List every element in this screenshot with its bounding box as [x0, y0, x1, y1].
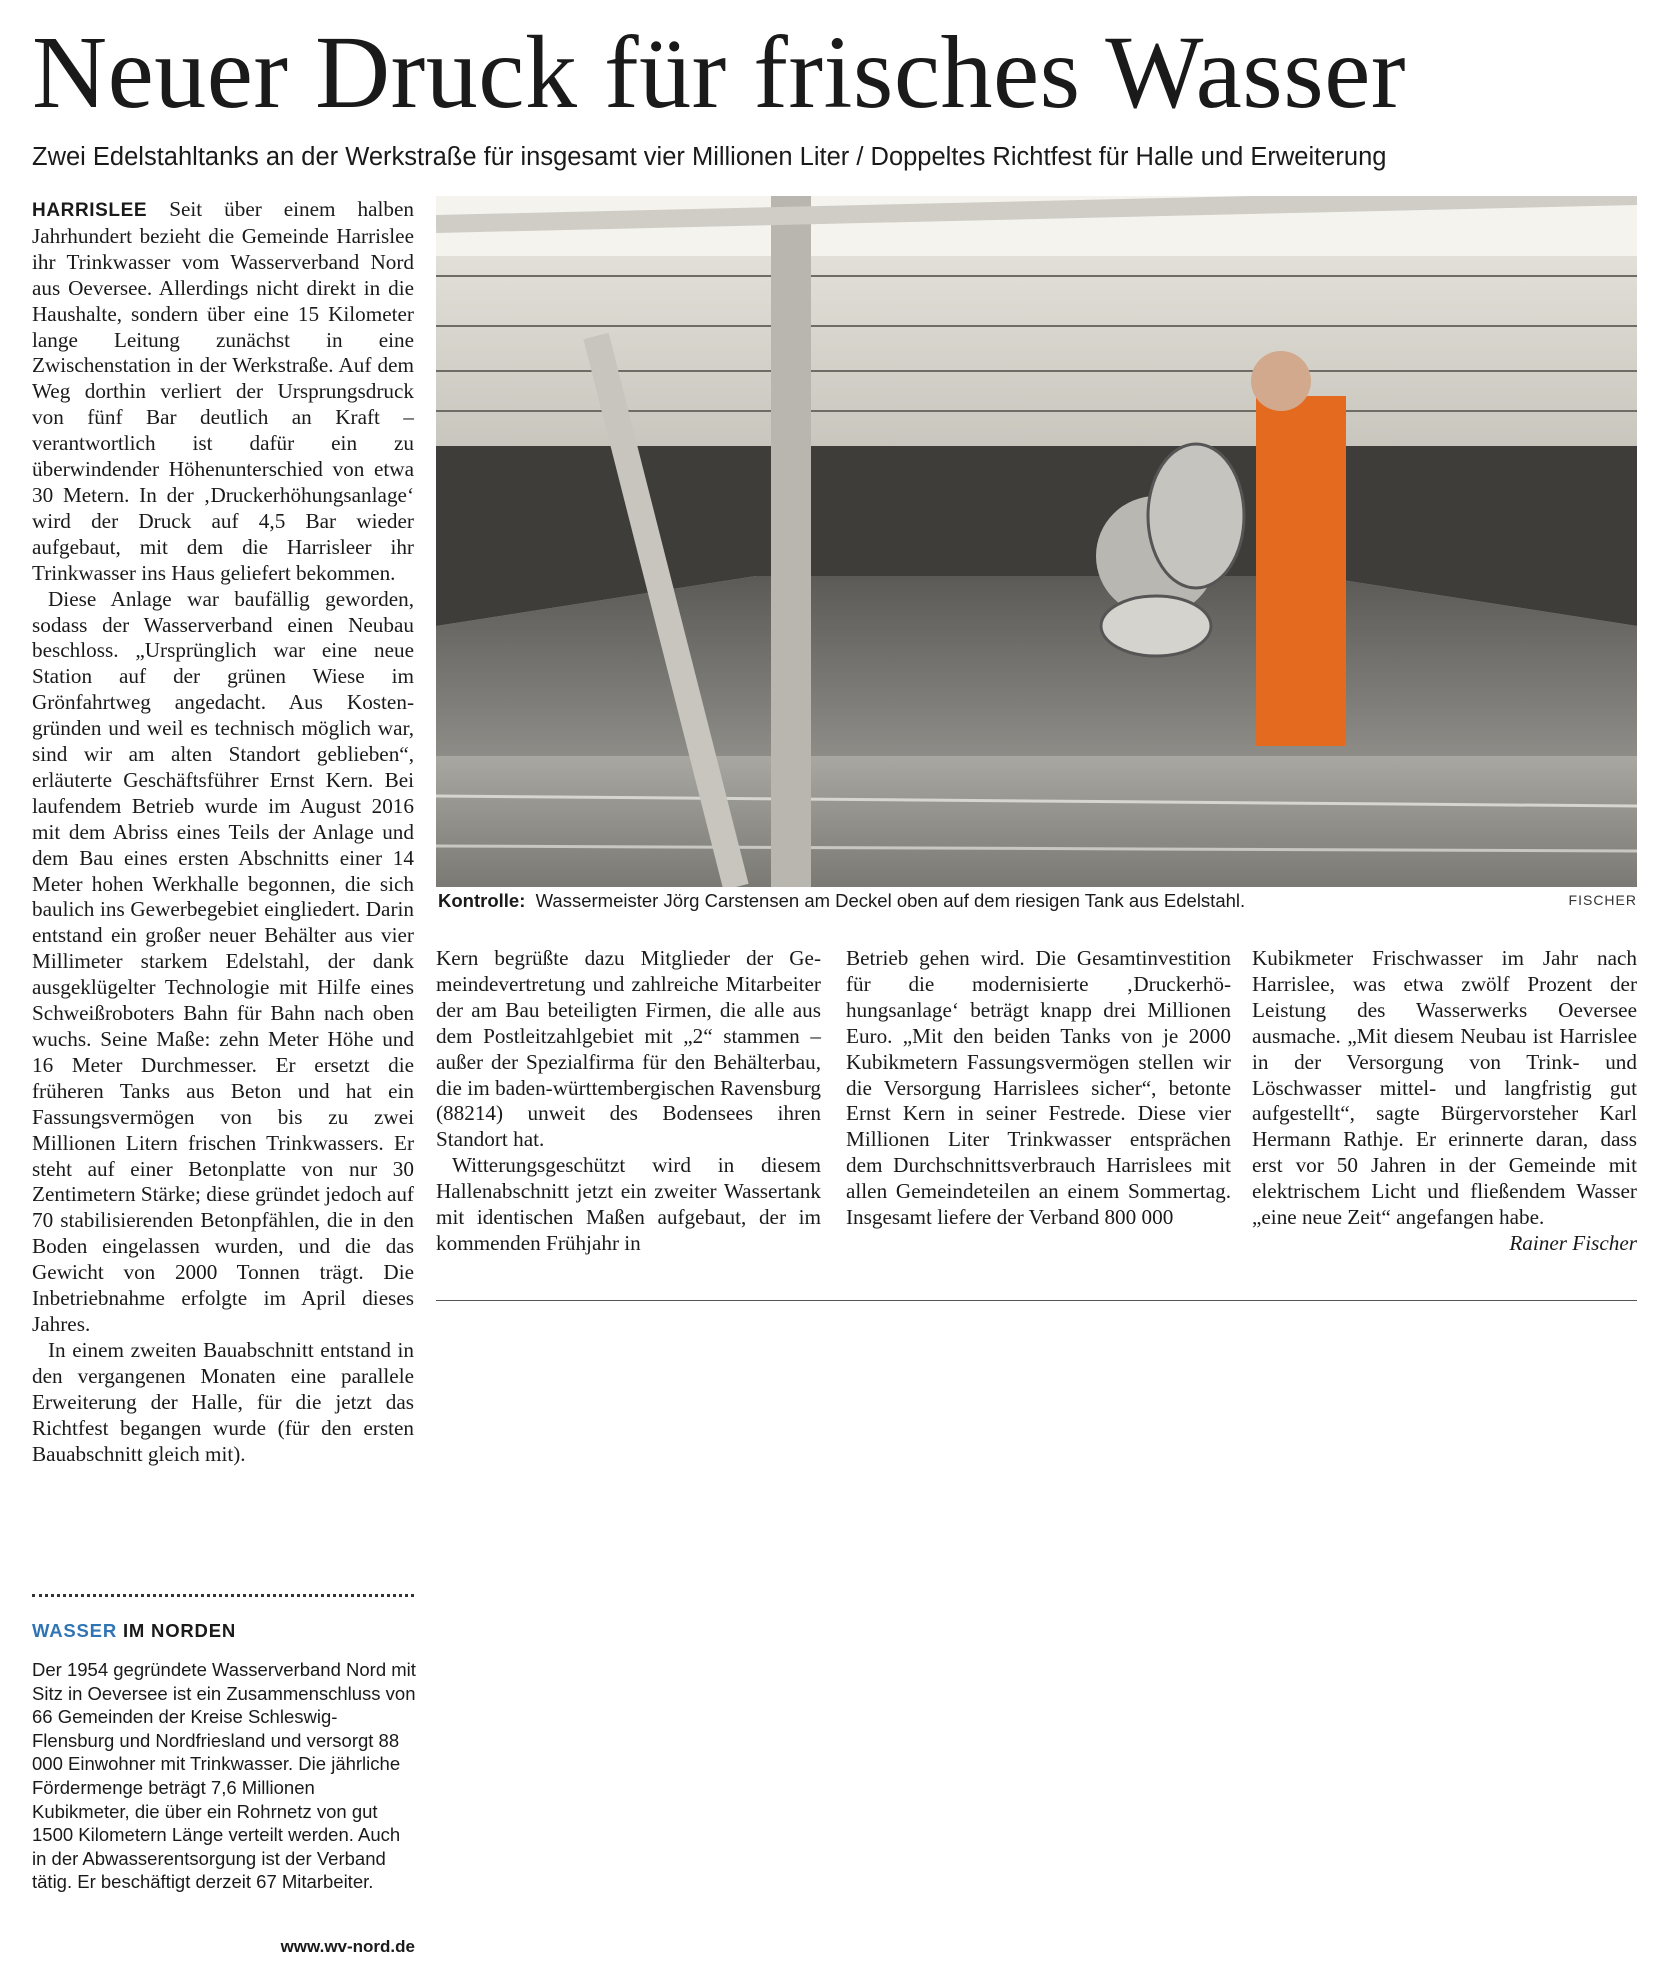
caption-label: Kontrolle: [438, 890, 526, 911]
caption-text: Wassermeister Jörg Carstensen am Deckel oben auf dem riesigen Tank aus Edelstahl. [535, 890, 1246, 911]
paragraph: Kubikmeter Frischwasser im Jahr nach Harrislee, was etwa zwölf Prozent der Leistung des Wasserwerks Oeversee ausmache. „Mit diesem Neubau ist Harrislee in der Versorgung von Trink- und Löschwasser mittel- und langfristig gut aufgestellt“, sagte Bürgervorsteher Karl Hermann Rathje. Er erinnerte daran, dass erst vor 50 Jahren in der Gemeinde mit elektrischem Licht und fließendem Wasser „eine neue Zeit“ angefangen habe. [1252, 946, 1637, 1230]
infobox-title-rest: IM NORDEN [122, 1620, 236, 1641]
photo-caption [438, 889, 1637, 913]
infobox-link[interactable]: www.wv-nord.de [280, 1937, 415, 1956]
author-byline: Rainer Fischer [1509, 1230, 1637, 1255]
paragraph: Kern begrüßte dazu Mitglieder der Gemeindevertretung und zahlreiche Mitarbeiter der am Bau beteiligten Firmen, die alle aus dem Postleitzahlgebiet mit „2“ stammen – außer der Spezialfirma für den Behälterbau, die im baden-württembergischen Ravensburg (88214) unweit des Bodensees ihren Standort hat. [436, 946, 821, 1152]
paragraph: In einem zweiten Bauabschnitt entstand in den vergangenen Monaten eine parallele Erweiterung der Halle, für die jetzt das Richtfest begangen wurde (für den ersten Bauabschnitt gleich mit). [32, 1337, 414, 1466]
infobox-title-accent: WASSER [32, 1620, 117, 1641]
paragraph [32, 197, 414, 587]
photo-credit: FISCHER [1568, 892, 1637, 908]
infobox-dotted-separator [32, 1594, 414, 1597]
article-column-4 [1252, 946, 1637, 1257]
paragraph: Betrieb gehen wird. Die Gesamtinvestition für die modernisierte ‚Druckerhöhungsanlage‘ beträgt knapp drei Millionen Euro. „Mit den beiden Tanks von je 2000 Kubikmetern Fassungsvermögen stellen wir die Versorgung Harrislees sicher“, betonte Ernst Kern in seiner Festrede. Diese vier Millionen Liter Trinkwasser entsprächen dem Durchschnittsverbrauch Harrislees mit allen Gemeindeteilen an einem Sommertag. Insgesamt liefere der Verband 800 000 [846, 946, 1231, 1230]
infobox-body: Der 1954 gegründete Wasserverband Nord mit Sitz in Oeversee ist ein Zusammenschluss von 66 Gemeinden der Kreise Schleswig-Flensburg und Nordfriesland und versorgt 88 000 Einwohner mit Trinkwasser. Die jährliche Fördermenge beträgt 7,6 Millionen Kubikmeter, die über ein Rohrnetz von gut 1500 Kilometern Länge verteilt werden. Auch in der Abwasserentsorgung ist der Verband tätig. Er beschäftigt derzeit 67 Mitarbeiter. [32, 1659, 416, 1893]
dateline: HARRISLEE [32, 200, 148, 221]
tank-photo-illustration [436, 196, 1637, 887]
infobox-title [32, 1620, 236, 1642]
paragraph-text: Seit über einem halben Jahrhundert bezieht die Gemeinde Harrislee ihr Trinkwasser vom Wasserverband Nord aus Oeversee. Allerdings nicht direkt in die Haushalte, sondern über eine 15 Kilometer lange Leitung zunächst in eine Zwischenstation in der Werkstraße. Auf dem Weg dorthin verliert der Ursprungsdruck von fünf Bar deutlich an Kraft – verantwortlich ist dafür ein zu überwindender Höhenunterschied von etwa 30 Metern. In der ‚Druckerhöhungsanlage‘ wird der Druck auf 4,5 Bar wieder aufgebaut, mit dem die Harrisleer ihr Trinkwasser ins Haus geliefert bekommen. [32, 197, 414, 585]
paragraph: Diese Anlage war baufällig geworden, sodass der Wasserverband einen Neubau beschloss. „Ursprünglich war eine neue Station auf der grünen Wiese im Grönfahrtweg angedacht. Aus Kostengründen und weil es technisch möglich war, sind wir am alten Standort geblieben“, erläuterte Geschäftsführer Ernst Kern. Bei laufendem Betrieb wurde im August 2016 mit dem Abriss eines Teils der Anlage und dem Bau eines ersten Abschnitts einer 14 Meter hohen Werkhalle begonnen, die sich baulich ins Gewerbegebiet eingliedert. Darin entstand ein großer neuer Behälter aus vier Millimeter starkem Edelstahl, der dank ausgeklügelter Technologie mit Hilfe eines Schweißroboters Bahn für Bahn nach oben wuchs. Seine Maße: zehn Meter Höhe und 16 Meter Durchmesser. Er ersetzt die früheren Tanks aus Beton und hat ein Fassungsvermögen von bis zu zwei Millionen Litern frischen Trinkwassers. Er steht auf einer Betonplatte von nur 30 Zentimetern Stärke; diese gründet jedoch auf 70 stabilisierenden Betonpfählen, die in den Boden eingelassen wurden, und die das Gewicht von 2000 Tonnen trägt. Die Inbetriebnahme erfolgte im April dieses Jahres. [32, 586, 414, 1336]
article-photo [436, 196, 1637, 887]
paragraph: Witterungsgeschützt wird in diesem Hallenabschnitt jetzt ein zweiter Wassertank mit identischen Maßen aufgebaut, der im kommenden Frühjahr in [436, 1153, 821, 1255]
subheadline: Zwei Edelstahltanks an der Werkstraße für insgesamt vier Millionen Liter / Doppeltes Richtfest für Halle und Erweiterung [32, 143, 1387, 171]
article-column-1 [32, 197, 414, 1467]
article-column-3 [846, 946, 1231, 1231]
article-column-2 [436, 946, 821, 1257]
headline: Neuer Druck für frisches Wasser [32, 15, 1406, 130]
column-divider-rule [436, 1300, 1637, 1301]
